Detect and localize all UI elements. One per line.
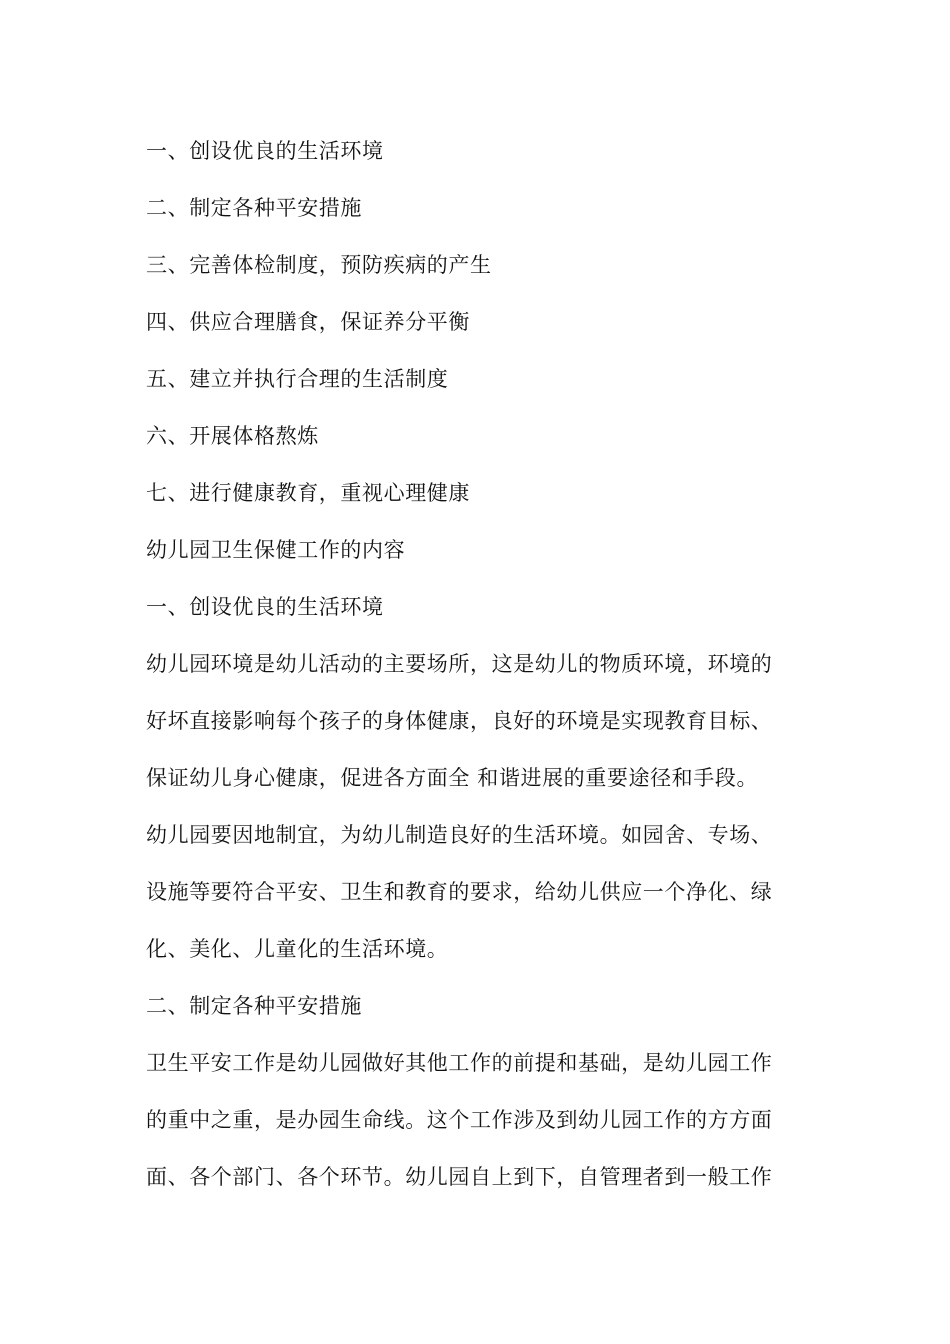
paragraph-line: 幼儿园要因地制宜，为幼儿制造良好的生活环境。如园舍、专场、 <box>146 823 773 847</box>
outline-item-4: 四、供应合理膳食，保证养分平衡 <box>146 310 470 334</box>
subsection-heading-1: 一、创设优良的生活环境 <box>146 595 384 619</box>
paragraph-line: 化、美化、儿童化的生活环境。 <box>146 937 449 961</box>
section-heading: 幼儿园卫生保健工作的内容 <box>146 538 406 562</box>
subsection-heading-2: 二、制定各种平安措施 <box>146 994 362 1018</box>
paragraph-line: 好坏直接影响每个孩子的身体健康，良好的环境是实现教育目标、 <box>146 709 773 733</box>
paragraph-line: 的重中之重，是办园生命线。这个工作涉及到幼儿园工作的方方面 <box>146 1108 773 1132</box>
outline-item-1: 一、创设优良的生活环境 <box>146 139 384 163</box>
paragraph-line: 面、各个部门、各个环节。幼儿园自上到下，自管理者到一般工作 <box>146 1165 773 1189</box>
outline-item-5: 五、建立并执行合理的生活制度 <box>146 367 449 391</box>
paragraph-line: 保证幼儿身心健康，促进各方面全 和谐进展的重要途径和手段。 <box>146 766 759 790</box>
outline-item-2: 二、制定各种平安措施 <box>146 196 362 220</box>
outline-item-3: 三、完善体检制度，预防疾病的产生 <box>146 253 492 277</box>
outline-item-6: 六、开展体格熬炼 <box>146 424 319 448</box>
paragraph-line: 幼儿园环境是幼儿活动的主要场所，这是幼儿的物质环境，环境的 <box>146 652 773 676</box>
outline-item-7: 七、进行健康教育，重视心理健康 <box>146 481 470 505</box>
paragraph-line: 设施等要符合平安、卫生和教育的要求，给幼儿供应一个净化、绿 <box>146 880 773 904</box>
paragraph-line: 卫生平安工作是幼儿园做好其他工作的前提和基础，是幼儿园工作 <box>146 1051 773 1075</box>
